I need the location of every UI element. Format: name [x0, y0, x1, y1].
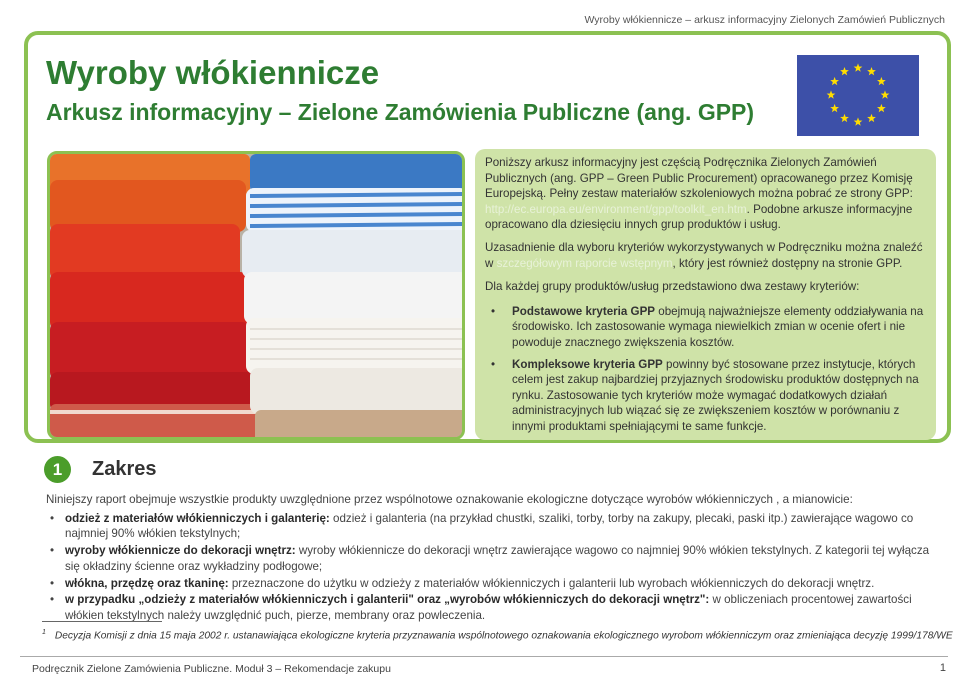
running-header: Wyroby włókiennicze – arkusz informacyjny Zielonych Zamówień Publicznych: [584, 14, 945, 26]
list-item: • w przypadku „odzieży z materiałów włókienniczych i galanterii" oraz „wyrobów włókienniczych do dekoracji wnętrz": w obliczeniach procentowej zawartości włókien tekstylnych należy uwzględnić puch, pierze, membrany oraz powleczenia.: [46, 592, 941, 623]
list-item: • Kompleksowe kryteria GPP powinny być stosowane przez instytucje, których celem jest zakup najbardziej przyjaznych środowisku produktów dostępnych na rynku. Zastosowanie tych kryteriów może wymagać dodatkowych działań administracyjnych lub wiązać się ze zwiększeniem kosztów w porównaniu z innymi produktami spełniającymi te same funkcje.: [485, 357, 927, 435]
list-item: • Podstawowe kryteria GPP obejmują najważniejsze elementy oddziaływania na środowisko. Ich zastosowanie wymaga niewielkich zmian w ocenie ofert i nie powoduje znacznego zwiększenia kosztów.: [485, 304, 927, 351]
section-title: Zakres: [92, 458, 157, 480]
rationale-paragraph: Uzasadnienie dla wyboru kryteriów wykorzystywanych w Podręczniku można znaleźć w szczegółowym raporcie wstępnym, który jest również dostępny na stronie GPP.: [485, 240, 923, 270]
section-number-badge: 1: [44, 456, 71, 483]
scope-lead: Niniejszy raport obejmuje wszystkie produkty uwzględnione przez wspólnotowe oznakowanie ekologiczne dotyczące wyrobów włókienniczych , a mianowicie:: [46, 493, 853, 506]
list-item: • odzież z materiałów włókienniczych i galanterię: odzież i galanteria (na przykład chustki, szaliki, torby, torby na zakupy, plecaki, paski itp.) zawierające wagowo co najmniej 90% włókien tekstylnych;: [46, 511, 941, 542]
footer-publication: Podręcznik Zielone Zamówienia Publiczne. Moduł 3 – Rekomendacje zakupu: [32, 663, 391, 675]
sweaters-photo: [47, 151, 465, 440]
background-report-link[interactable]: szczegółowym raporcie wstępnym: [496, 256, 673, 270]
gpp-toolkit-link[interactable]: http://ec.europa.eu/environment/gpp/toolkit_en.htm: [485, 202, 747, 216]
scope-list: [46, 511, 941, 624]
intro-paragraph: Poniższy arkusz informacyjny jest częścią Podręcznika Zielonych Zamówień Publicznych (ang. GPP – Green Public Procurement) opracowanego przez Komisję Europejską. Pełny zestaw materiałów szkoleniowych można pobrać ze strony GPP: http://ec.europa.eu/environment/gpp/toolkit_en.htm. Podobne arkusze informacyjne opracowano dla dziesięciu innych grup produktów i usług.: [485, 156, 913, 232]
footnote-divider: [42, 621, 162, 622]
page-title: Wyroby włókiennicze: [46, 54, 380, 91]
page-number: 1: [939, 662, 946, 674]
scope-body: [46, 492, 941, 625]
eu-flag-icon: [797, 55, 919, 136]
criteria-lead: Dla każdej grupy produktów/usług przedstawiono dwa zestawy kryteriów:: [485, 280, 860, 294]
list-item: • wyroby włókiennicze do dekoracji wnętrz: wyroby włókiennicze do dekoracji wnętrz zawierające wagowo co najmniej 90% włókien tekstylnych. Z kategorii tej wyłącza się okładziny ścienne oraz wykładziny podłogowe;: [46, 543, 941, 574]
page-subtitle: Arkusz informacyjny – Zielone Zamówienia Publiczne (ang. GPP): [46, 99, 755, 125]
footnote: $^1$ Decyzja Komisji z dnia 15 maja 2002 r. ustanawiająca ekologiczne kryteria przyznawania wspólnotowego oznakowania ekologicznego wyrobom włókienniczym oraz zmieniająca decyzję 1999/178/WE: [42, 629, 953, 642]
criteria-list: [485, 304, 927, 435]
intro-box: [475, 149, 936, 440]
list-item: • włókna, przędzę oraz tkaninę: przeznaczone do użytku w odzieży z materiałów włókienniczych i galanterii lub wyrobach włókienniczych do dekoracji wnętrz.: [46, 576, 941, 592]
footer-divider: [20, 656, 948, 657]
